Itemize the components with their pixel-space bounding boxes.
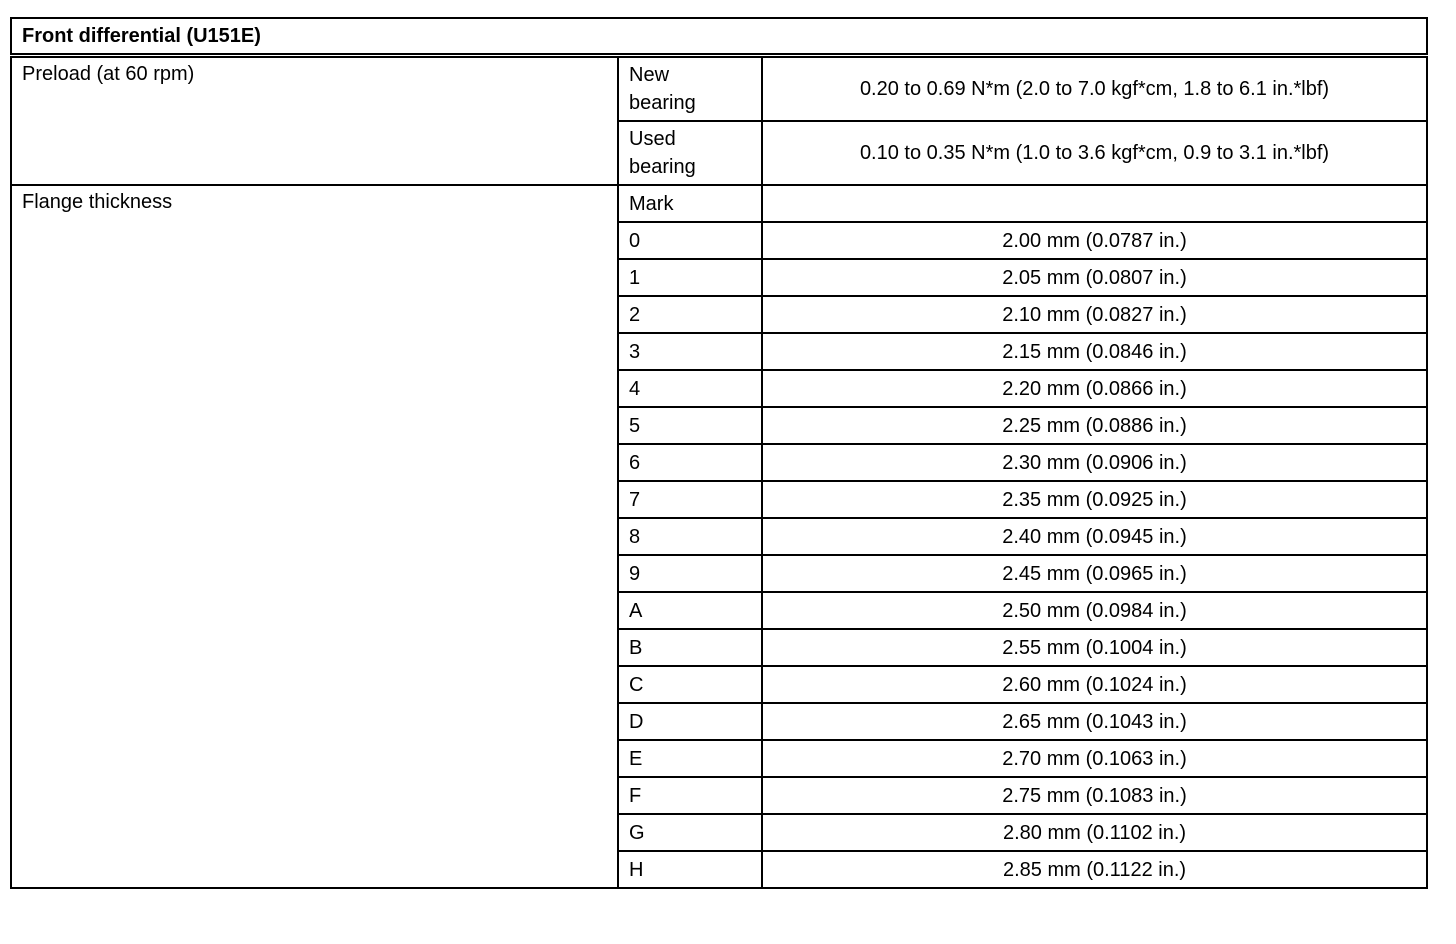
- thickness-value-cell: 2.80 mm (0.1102 in.): [762, 814, 1427, 851]
- thickness-value-cell: 2.50 mm (0.0984 in.): [762, 592, 1427, 629]
- thickness-value-cell: 2.55 mm (0.1004 in.): [762, 629, 1427, 666]
- thickness-value-cell: 2.05 mm (0.0807 in.): [762, 259, 1427, 296]
- table-title: Front differential (U151E): [11, 18, 1427, 56]
- thickness-value-cell: 2.65 mm (0.1043 in.): [762, 703, 1427, 740]
- mark-cell: 0: [618, 222, 762, 259]
- thickness-value-cell: 2.10 mm (0.0827 in.): [762, 296, 1427, 333]
- mark-cell: 5: [618, 407, 762, 444]
- mark-cell: 8: [618, 518, 762, 555]
- mark-cell: F: [618, 777, 762, 814]
- thickness-value-cell: 2.35 mm (0.0925 in.): [762, 481, 1427, 518]
- bearing-condition-used-line1: Used: [629, 128, 676, 150]
- mark-cell: C: [618, 666, 762, 703]
- mark-header: Mark: [618, 185, 762, 222]
- thickness-value-cell: 2.15 mm (0.0846 in.): [762, 333, 1427, 370]
- thickness-value-cell: 2.70 mm (0.1063 in.): [762, 740, 1427, 777]
- mark-cell: D: [618, 703, 762, 740]
- mark-cell: 3: [618, 333, 762, 370]
- mark-cell: E: [618, 740, 762, 777]
- mark-header-value-empty: [762, 185, 1427, 222]
- mark-cell: 1: [618, 259, 762, 296]
- mark-cell: 4: [618, 370, 762, 407]
- thickness-value-cell: 2.40 mm (0.0945 in.): [762, 518, 1427, 555]
- mark-cell: 2: [618, 296, 762, 333]
- mark-cell: G: [618, 814, 762, 851]
- bearing-condition-used-line2: bearing: [629, 156, 696, 178]
- thickness-value-cell: 2.75 mm (0.1083 in.): [762, 777, 1427, 814]
- mark-cell: H: [618, 851, 762, 888]
- thickness-value-cell: 2.25 mm (0.0886 in.): [762, 407, 1427, 444]
- thickness-value-cell: 2.30 mm (0.0906 in.): [762, 444, 1427, 481]
- preload-row-new: [11, 56, 1427, 122]
- thickness-value-cell: 2.85 mm (0.1122 in.): [762, 851, 1427, 888]
- thickness-value-cell: 2.45 mm (0.0965 in.): [762, 555, 1427, 592]
- flange-label: Flange thickness: [11, 185, 618, 888]
- mark-cell: 7: [618, 481, 762, 518]
- mark-cell: A: [618, 592, 762, 629]
- bearing-condition-new-line1: New: [629, 64, 670, 86]
- thickness-value-cell: 2.60 mm (0.1024 in.): [762, 666, 1427, 703]
- spec-table-body: [11, 18, 1427, 888]
- bearing-condition-used: [618, 121, 762, 185]
- mark-cell: B: [618, 629, 762, 666]
- thickness-value-cell: 2.20 mm (0.0866 in.): [762, 370, 1427, 407]
- spec-table: [10, 17, 1428, 889]
- mark-cell: 9: [618, 555, 762, 592]
- preload-value-new: 0.20 to 0.69 N*m (2.0 to 7.0 kgf*cm, 1.8 to 6.1 in.*lbf): [762, 56, 1427, 122]
- thickness-value-cell: 2.00 mm (0.0787 in.): [762, 222, 1427, 259]
- bearing-condition-new: [618, 56, 762, 122]
- flange-header-row: [11, 185, 1427, 222]
- title-row: [11, 18, 1427, 56]
- bearing-condition-new-line2: bearing: [629, 92, 696, 114]
- preload-value-used: 0.10 to 0.35 N*m (1.0 to 3.6 kgf*cm, 0.9 to 3.1 in.*lbf): [762, 121, 1427, 185]
- mark-cell: 6: [618, 444, 762, 481]
- preload-label: Preload (at 60 rpm): [11, 56, 618, 186]
